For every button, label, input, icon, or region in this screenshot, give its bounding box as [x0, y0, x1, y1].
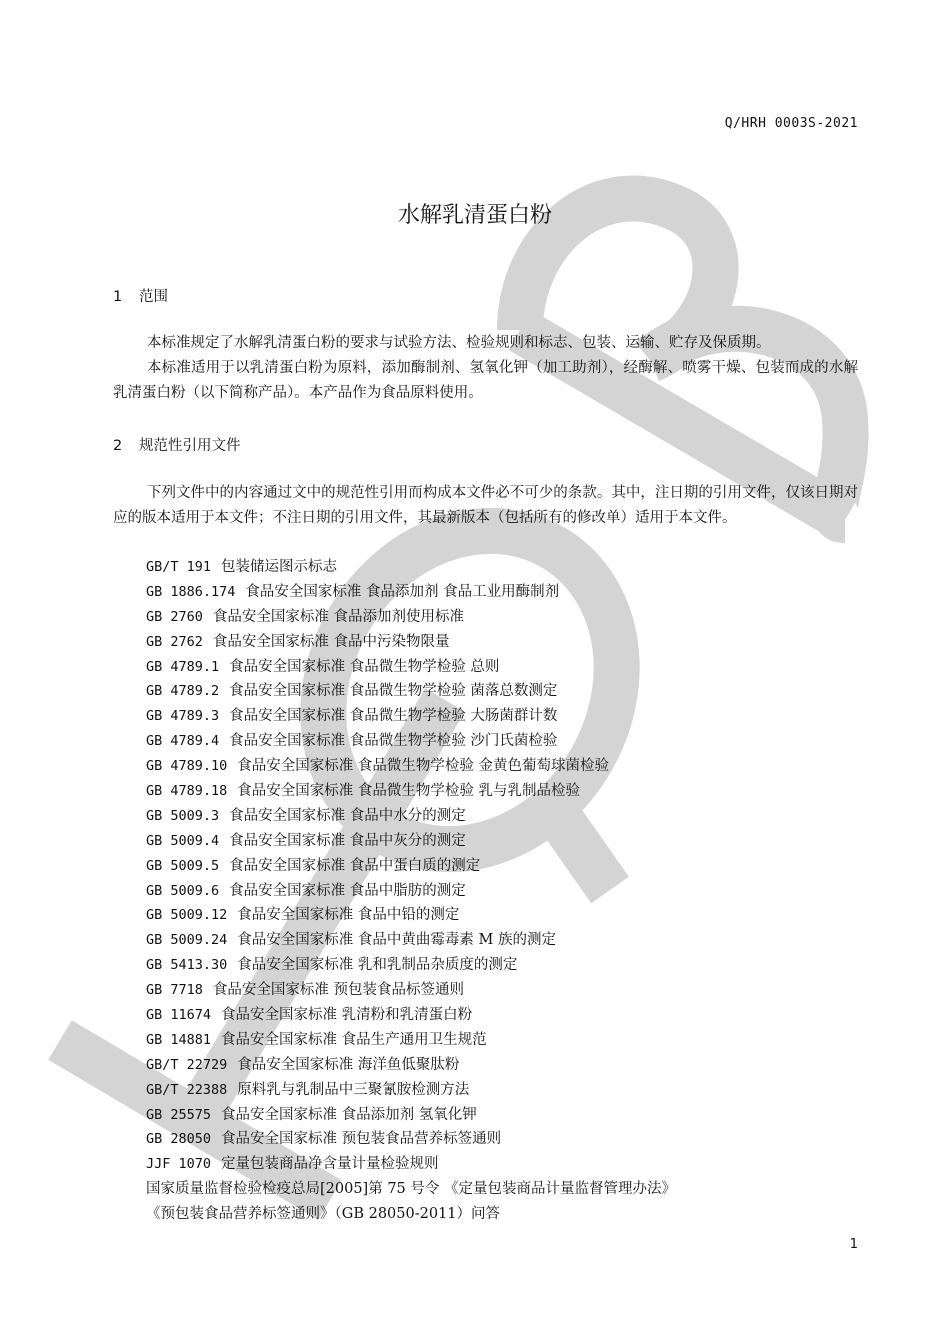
reference-code: GB 2760: [146, 608, 203, 625]
reference-item: [146, 978, 858, 1003]
page-title: 水解乳清蛋白粉: [397, 203, 552, 228]
reference-code: GB 5009.3: [146, 807, 220, 824]
reference-item: [146, 704, 858, 729]
reference-code: GB 5009.12: [146, 907, 228, 924]
reference-title: 食品安全国家标准 食品中脂肪的测定: [229, 882, 466, 899]
reference-code: GB 4789.1: [146, 658, 220, 675]
reference-title: 原料乳与乳制品中三聚氰胺检测方法: [237, 1081, 470, 1098]
reference-list: [146, 555, 858, 1227]
reference-code: GB 4789.4: [146, 733, 220, 750]
reference-title: 食品安全国家标准 乳清粉和乳清蛋白粉: [221, 1007, 473, 1024]
section-number: 2: [113, 438, 123, 454]
reference-title: 包装储运图示标志: [221, 559, 338, 575]
reference-item: [146, 829, 858, 854]
reference-code: GB 5009.24: [146, 932, 228, 949]
reference-item: [146, 580, 858, 605]
reference-code: GB 5413.30: [146, 957, 228, 974]
reference-title: 定量包装商品净含量计量检验规则: [221, 1156, 439, 1173]
reference-title: 食品安全国家标准 食品中灰分的测定: [229, 832, 466, 849]
section-1-paragraph-1: 本标准规定了水解乳清蛋白粉的要求与试验方法、检验规则和标志、包装、运输、贮存及保质期。: [147, 335, 771, 351]
reference-item: [146, 754, 858, 779]
reference-item: [146, 928, 858, 953]
reference-title: 食品安全国家标准 海洋鱼低聚肽粉: [237, 1056, 460, 1073]
reference-item: [146, 605, 858, 630]
reference-code: GB 2762: [146, 633, 203, 650]
reference-code: GB 7718: [146, 982, 203, 999]
reference-item: [146, 1177, 858, 1202]
reference-item: [146, 903, 858, 928]
reference-title: 食品安全国家标准 食品生产通用卫生规范: [221, 1031, 487, 1048]
reference-title: 食品安全国家标准 预包装食品营养标签通则: [221, 1131, 502, 1148]
reference-item: [146, 1127, 858, 1152]
section-2-heading: [113, 434, 241, 455]
reference-title: 食品安全国家标准 食品添加剂使用标准: [212, 608, 465, 625]
reference-title: 食品安全国家标准 食品微生物学检验 乳与乳制品检验: [237, 783, 580, 800]
reference-code: GB 5009.6: [146, 882, 220, 899]
section-title: 范围: [139, 289, 168, 305]
reference-title: 食品安全国家标准 食品中污染物限量: [212, 633, 450, 650]
reference-item: [146, 555, 858, 580]
reference-title: 食品安全国家标准 食品微生物学检验 金黄色葡萄球菌检验: [237, 758, 609, 775]
reference-title: 食品安全国家标准 食品微生物学检验 沙门氏菌检验: [229, 733, 558, 750]
reference-item: [146, 1003, 858, 1028]
reference-code: GB/T 22729: [146, 1056, 228, 1073]
reference-item: [146, 1028, 858, 1053]
section-number: 1: [113, 289, 123, 305]
reference-item: [146, 804, 858, 829]
reference-title: 食品安全国家标准 食品微生物学检验 菌落总数测定: [229, 683, 558, 700]
reference-item: [146, 1053, 858, 1078]
reference-code: GB/T 22388: [146, 1081, 228, 1098]
reference-title: 食品安全国家标准 食品中蛋白质的测定: [229, 857, 481, 874]
reference-code: GB 14881: [146, 1031, 212, 1048]
reference-code: GB 4789.2: [146, 683, 220, 700]
section-1-paragraph-2: 本标准适用于以乳清蛋白粉为原料，添加酶制剂、氢氧化钾（加工助剂），经酶解、喷雾干燥、包装而成的水解乳清蛋白粉（以下简称产品）。本产品作为食品原料使用。: [113, 360, 858, 401]
reference-title: 食品安全国家标准 食品添加剂 氢氧化钾: [221, 1106, 477, 1123]
reference-item: [146, 779, 858, 804]
reference-item: [146, 1078, 858, 1103]
reference-title: 食品安全国家标准 乳和乳制品杂质度的测定: [237, 957, 518, 974]
reference-title: 食品安全国家标准 食品微生物学检验 总则: [229, 658, 500, 675]
reference-item: [146, 1103, 858, 1128]
reference-code: GB 4789.18: [146, 783, 228, 800]
reference-item: [146, 679, 858, 704]
reference-code: GB/T 191: [146, 559, 212, 575]
reference-item: [146, 655, 858, 680]
reference-item: [146, 953, 858, 978]
reference-title: 食品安全国家标准 食品微生物学检验 大肠菌群计数: [229, 708, 558, 725]
reference-title: 国家质量监督检验检疫总局[2005]第 75 号令 《定量包装商品计量监督管理办法》: [146, 1181, 676, 1198]
reference-title: 食品安全国家标准 食品中黄曲霉毒素 M 族的测定: [237, 932, 556, 949]
reference-title: 食品安全国家标准 食品中水分的测定: [229, 807, 466, 824]
reference-code: GB 11674: [146, 1007, 212, 1024]
reference-title: 食品安全国家标准 食品添加剂 食品工业用酶制剂: [245, 583, 560, 600]
reference-code: GB 25575: [146, 1106, 212, 1123]
reference-item: [146, 729, 858, 754]
page-number: 1: [849, 1237, 858, 1252]
section-title: 规范性引用文件: [139, 438, 241, 454]
reference-code: GB 5009.4: [146, 832, 220, 849]
document-code: Q/HRH 0003S-2021: [724, 116, 858, 131]
reference-item: [146, 1202, 858, 1227]
reference-code: GB 1886.174: [146, 583, 236, 600]
reference-item: [146, 854, 858, 879]
reference-title: 食品安全国家标准 食品中铅的测定: [237, 907, 460, 924]
reference-code: GB 4789.10: [146, 758, 228, 775]
reference-item: [146, 630, 858, 655]
reference-item: [146, 879, 858, 904]
reference-code: GB 4789.3: [146, 708, 220, 725]
section-1-heading: [113, 285, 168, 306]
reference-code: JJF 1070: [146, 1156, 212, 1173]
reference-code: GB 5009.5: [146, 857, 220, 874]
reference-item: [146, 1152, 858, 1177]
reference-title: 食品安全国家标准 预包装食品标签通则: [212, 982, 465, 999]
reference-code: GB 28050: [146, 1131, 212, 1148]
reference-title: 《预包装食品营养标签通则》（GB 28050-2011）问答: [146, 1206, 501, 1223]
section-2-paragraph-1: 下列文件中的内容通过文中的规范性引用而构成本文件必不可少的条款。其中，注日期的引用文件，仅该日期对应的版本适用于本文件；不注日期的引用文件，其最新版本（包括所有的修改单）适用于本文件。: [113, 485, 858, 526]
